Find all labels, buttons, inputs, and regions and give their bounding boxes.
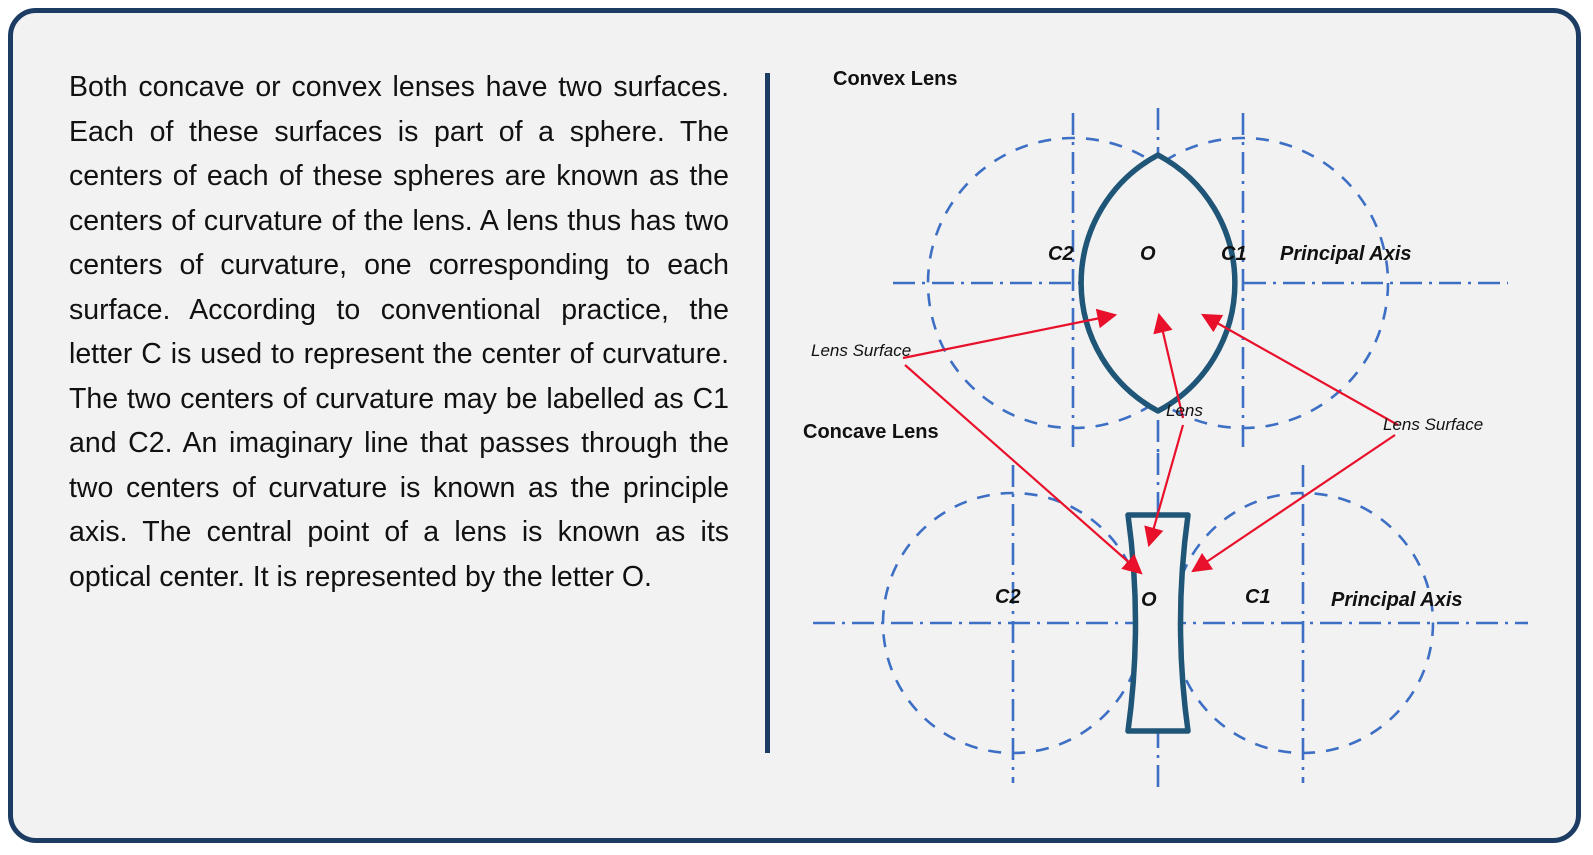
lens-diagram-figure <box>783 53 1563 813</box>
arrow-lens-surface-left-to-concave <box>905 365 1141 573</box>
callout-lens-label: Lens <box>1166 401 1203 420</box>
arrow-lens-surface-left-to-convex <box>903 315 1115 358</box>
arrow-lens-surface-right-to-convex <box>1203 315 1398 425</box>
convex-principal-axis-label: Principal Axis <box>1280 243 1412 265</box>
callout-lens-surface-left-label: Lens Surface <box>811 341 912 360</box>
content-card <box>8 8 1581 843</box>
concave-lens-diagram <box>803 421 1528 788</box>
convex-title-label: Convex Lens <box>833 68 958 90</box>
concave-o-label: O <box>1141 589 1157 611</box>
convex-c2-label: C2 <box>1048 243 1074 265</box>
concave-principal-axis-label: Principal Axis <box>1331 589 1463 611</box>
concave-lens-body <box>1128 515 1188 731</box>
convex-o-label: O <box>1140 243 1156 265</box>
concave-c1-label: C1 <box>1245 586 1271 608</box>
convex-c1-label: C1 <box>1221 243 1247 265</box>
concave-c2-label: C2 <box>995 586 1021 608</box>
explanatory-paragraph: Both concave or convex lenses have two surfaces. Each of these surfaces is part of a sphere. The centers of each of these spheres are known as the centers of curvature of the lens. A lens thus has two centers of curvature, one corresponding to each surface. According to conventional practice, the letter C is used to represent the center of curvature. The two centers of curvature may be labelled as C1 and C2. An imaginary line that passes through the two centers of curvature is known as the principle axis. The central point of a lens is known as its optical center. It is represented by the letter O. <box>69 71 737 593</box>
vertical-divider <box>765 73 770 753</box>
convex-lens-body <box>1081 155 1235 411</box>
callout-lens-surface-right-label: Lens Surface <box>1383 415 1484 434</box>
text-panel <box>69 65 737 795</box>
convex-lens-diagram <box>833 68 1508 453</box>
arrow-lens-surface-right-to-concave <box>1193 435 1395 571</box>
concave-title-label: Concave Lens <box>803 421 939 443</box>
